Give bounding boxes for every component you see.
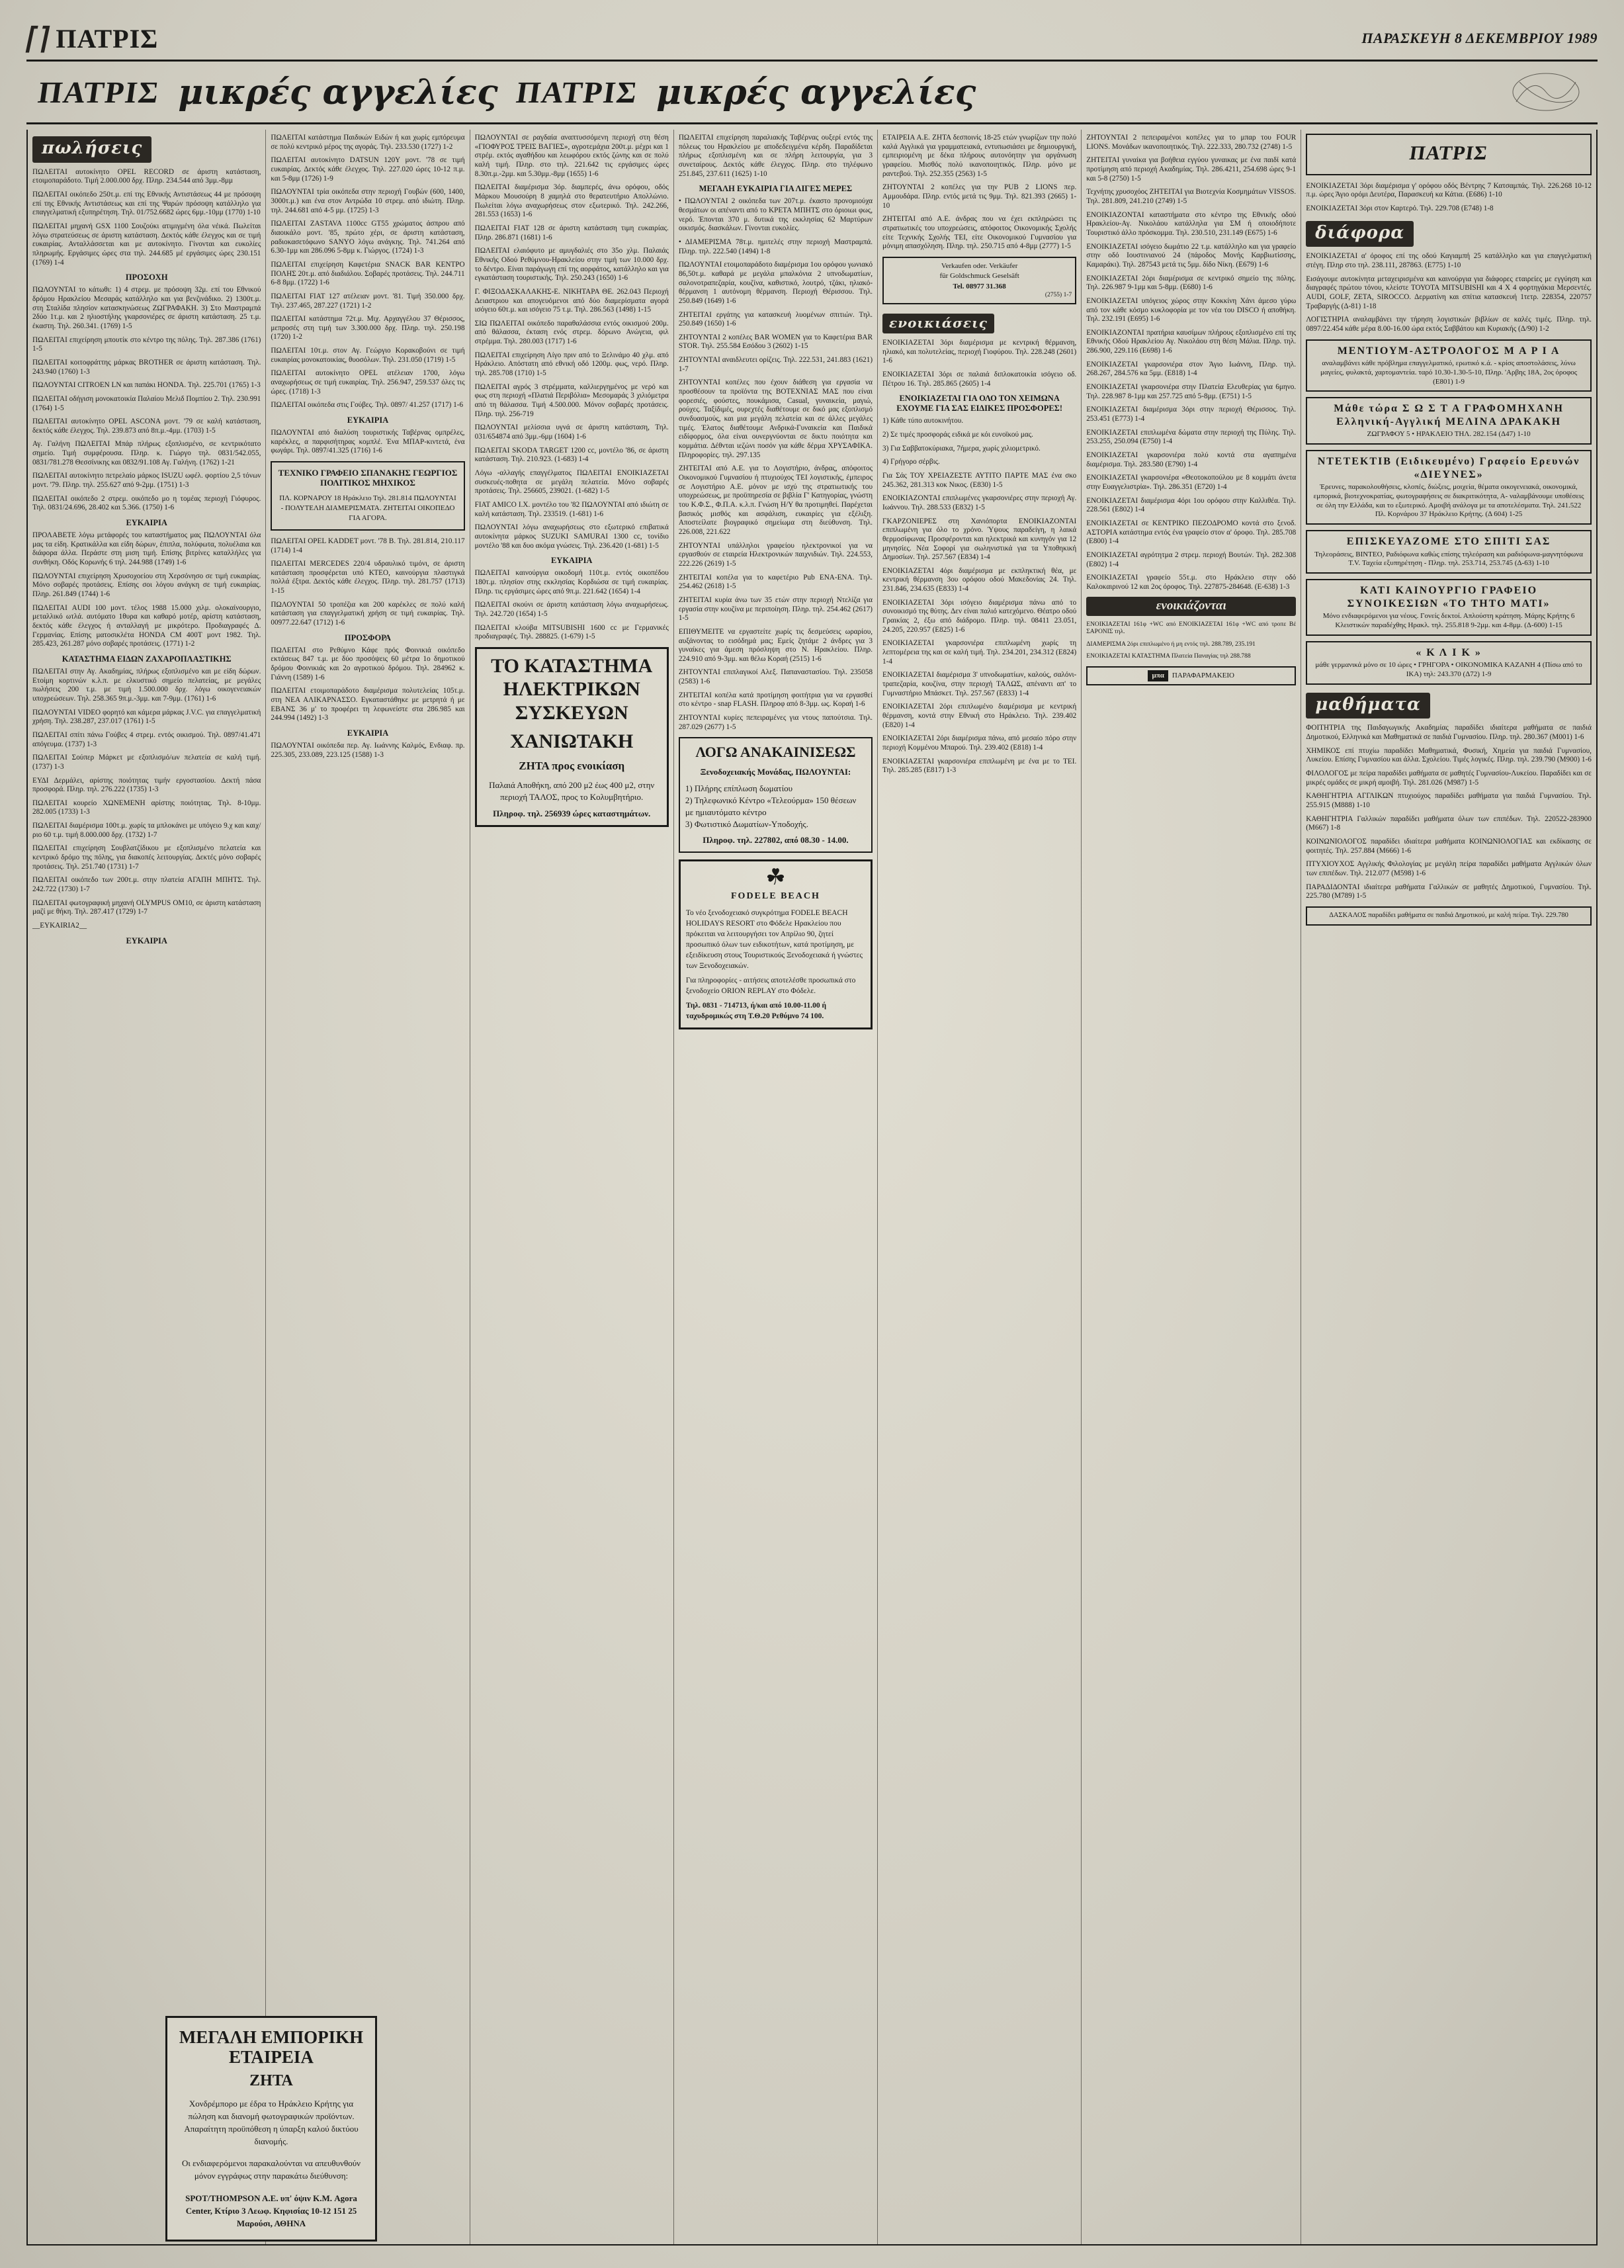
- ad-item: ΠΩΛΕΙΤΑΙ κουρείο ΧΩΝΕΜΕΝΗ αρίστης ποιότητας. Τηλ. 8-10μμ. 282.005 (1733) 1-3: [32, 799, 261, 816]
- ad-item: ΕΝΟΙΚΙΑΖΕΤΑΙ υπόγειος χώρος στην Κοκκίνη Χάνι άμεσο γύρω από τον κάθε κόσμο κυκλοφορία με τον νέα του DISCO ή αποθήκη. Τηλ. 232.191 (E695) 1-6: [1086, 296, 1297, 324]
- ad-item: ΖΗΤΟΥΝΤΑΙ υπάλληλοι γραφείου ηλεκτρονικοί για να εργασθούν σε εταιρεία Ηλεκτρονικών παιχνιδιών. Τηλ. 224.553, 222.226 (2619) 1-5: [678, 541, 873, 568]
- ad-item: ΠΩΛΕΙΤΑΙ διαμέρισμα 100τ.μ. χωρίς τα μπλοκάνει με υπόγειο 9.χ και καιχ/ριο 60 τ.μ. τιμή 8.000.000 δρχ. (1732) 1-7: [32, 822, 261, 839]
- ad-item: ΠΩΛΕΙΤΑΙ SKODA TARGET 1200 cc, μοντέλο '86, σε άριστη κατάσταση. Τηλ. 210.923. (1-683) 1-4: [474, 446, 669, 464]
- ad-item: ΠΩΛΕΙΤΑΙ αυτοκίνητο OPEL ASCONA μοντ. '79 σε καλή κατάσταση, δεκτός κάθε έλεγχος. Τηλ. 239.873 από 8π.μ.-4μμ. (1703) 1-5: [32, 417, 261, 435]
- ad-item: ΠΩΛΕΙΤΑΙ MERCEDES 220/4 υδραυλικό τιμόνι, σε άριστη κατάσταση προσφέρεται υπό ΚΤΕΟ, καινούργια πλαστιγκά πολλά έξτρα. Δεκτός κάθε έλεγχος. Πληρ. τηλ. 281.757 (1713) 1-15: [271, 560, 465, 595]
- ad-item: Γ. ΦΙΞΟΔΑΣΚΑΛΑΚΗΣ-Ε. ΝΙΚΗΤΑΡΑ ΘΕ. 262.043 Περιοχή Δειαστριου και απογευόμενοι από δύο διαμερίσματα αγορά ισόγειο 60τ.μ. και ισόγειο 75 τ.μ. Τηλ. 286.563 (1498) 1-15: [474, 287, 669, 314]
- ad-item: 2) Σε τιμές προσφοράς ειδικά με κόι ευνοϊκού μας.: [882, 430, 1033, 439]
- banner-patris-right: ΠΑΤΡΙΣ: [514, 75, 640, 109]
- ad-item: ΠΡΟΛΑΒΕΤΕ λόγω μετάφορές του καταστήματος μας ΠΩΛΟΥΝΤΑΙ όλα μας τα είδη. Κρατικάλλα και είδη δώρων, έπιπλα, πολύφωτα, πολυέλαια και διάφορα άλλα. Περάστε στη μιση τιμή. Επίσης βιτρίνες καταλλήλες για συνθήκη. Οδός Κορωνής 6 τηλ. 244.988 (1749) 1-6: [32, 531, 261, 567]
- ad-item: ΕΝΟΙΚΙΑΖΕΤΑΙ 3όρι σε παλαιά διπλοκατοικία ισόγειο οδ. Πέτρου 16. Τηλ. 285.865 (2605) 1-4: [882, 370, 1077, 388]
- ad-item: Λόγω -αλλαγής επαγγέλματος ΠΩΛΕΙΤΑΙ ΕΝΟΙΚΙΑΖΕΤΑΙ συσκευές-ποθητα σε μεγάλη πελατεία. Μόνο σοβαρές προτάσεις. Τηλ. 256605, 239021. (1-682) 1-5: [474, 469, 669, 496]
- ad-item: ΠΩΛΕΙΤΑΙ αυτοκίνητο πετρελαίο μάρκος ISUZU ωφέλ. φορτίου 2,5 τόνων μοντ. '79. Πληρ. τηλ. 255.627 από 9-2μμ. (1751) 1-3: [32, 472, 261, 490]
- ad-item: ΕΝΟΙΚΙΑΖΕΤΑΙ 4όρι διαμέρισμα με εκπληκτική θέα, με κεντρική θέρμανση 3ου ορόφου οδού Μακεδονίας 24. Τηλ. 231.846, 234.635 (E833) 1-4: [882, 566, 1077, 593]
- ad-item: ΠΩΛΕΙΤΑΙ επιχείρηση Σουβλατζίδικου με εξοπλισμένο πελατεία και κεντρικό δρόμο της πόλης, για διακοπές λειτουργίας. Δεκτές μόνο σοβαρές προτάσεις. Τηλ. 251.740 (1731) 1-7: [32, 844, 261, 871]
- label-eykairia: ΕΥΚΑΙΡΙΑ: [126, 518, 167, 528]
- banner-patris-left: ΠΑΤΡΙΣ: [36, 75, 162, 109]
- ad-item: ΕΝΟΙΚΙΑΖΕΤΑΙ διαμέρισμα 3όρι στην περιοχή Θέρισσος. Τηλ. 253.451 (E773) 1-4: [1086, 406, 1297, 423]
- ad-item: ΠΩΛΕΙΤΑΙ αυτοκίνητο DATSUN 120Y μοντ. '78 σε τιμή ευκαιρίας. Δεκτός κάθε έλεγχος. Τηλ. 227.020 ώρες 10-12 π.μ. και 5-8μμ (1726) 1-9: [271, 156, 465, 183]
- ad-item: ΠΩΛΕΙΤΑΙ FIAT 127 ατέλειαν μοντ. '81. Τιμή 350.000 δρχ. Τηλ. 237.465, 287.227 (1721) 1-2: [271, 292, 465, 310]
- ad-item: ΕΝΟΙΚΙΑΖΕΤΑΙ επιπλωμένα δώματα στην περιοχή της Πύλης. Τηλ. 253.255, 250.094 (E750) 1-4: [1086, 428, 1297, 446]
- ad-item: ΠΩΛΕΙΤΑΙ φωτογραφική μηχανή OLYMPUS OM10, σε άριστη κατάσταση μαζί με θήκη. Τηλ. 287.417 (1729) 1-7: [32, 898, 261, 916]
- ad-item: ΠΩΛΕΙΤΑΙ επιχείρηση Λίγο πριν από το Ξελινάμο 40 χλμ. από Ηράκλειο. Απόστατη από εθνική οδό 1200μ. φως, νερό. Πληρ. τηλ. 285.708 (1710) 1-5: [474, 351, 669, 378]
- banner-script-right: μικρές αγγελίες: [656, 71, 976, 112]
- ad-item-small: ΕΝΟΙΚΙΑΖΕΤΑΙ ΚΑΤΑΣΤΗΜΑ Πλατεία Παναγίας τηλ 288.788: [1086, 653, 1251, 660]
- techniko-grafeio-box: [271, 461, 464, 531]
- ad-item: ΖΗΤΕΙΤΑΙ κοπέλα για το καφετέριο Pub ENA-ENA. Τηλ. 254.462 (2618) 1-5: [678, 573, 873, 591]
- ad-item: ΠΩΛΕΙΤΑΙ επιχείρηση Καφετέρια SNACK BAR ΚΕΝΤΡΟ ΠΟΛΗΣ 20τ.μ. από διαδιάλου. Σοβαρές προτάσεις. Τηλ. 244.711 6-8 8μμ. (1722) 1-6: [271, 260, 465, 287]
- patris-logo: ΠΑΤΡΙΣ: [1408, 142, 1490, 164]
- fodele-brand: FODELE BEACH: [731, 891, 820, 902]
- typewriting-school-box: [1306, 397, 1592, 445]
- ad-item: ΕΝΟΙΚΙΑΖΕΤΑΙ 3όρι διαμέρισμα με κεντρική θέρμανση, ηλιακό, και πολυτελείας, περιοχή Γιοφύρου. Τηλ. 228.248 (2601) 1-6: [882, 339, 1077, 365]
- ad-item: ΠΩΛΕΙΤΑΙ κοιτοφράττης μάρκας BROTHER σε άριστη κατάσταση. Τηλ. 243.940 (1760) 1-3: [32, 358, 261, 376]
- electric-store-sub: ΧΑΝΙΩΤΑΚΗ: [510, 730, 634, 753]
- ad-item: ΠΩΛΕΙΤΑΙ OPEL KADDET μοντ. '78 Β. Τηλ. 281.814, 210.117 (1714) 1-4: [271, 537, 465, 554]
- ad-item: ΠΩΛΟΥΝΤΑΙ ετοιμοπαράδοτο διαμέρισμα 1ου ορόφου γωνιακό 86,50τ.μ. καθαρά με μεγάλα μπαλκόνια 2 υπνοδωματίων, σαλονοτραπεζαρία, κουζίνα, καθιστικό, λουτρό, τζάκι, ηλιακό-θέρμανση 1 αυτόνομη θέρμανση. Περιοχή Θέρισσου. Τηλ. 250.849 (1649) 1-6: [678, 261, 873, 305]
- ad-item: ΠΩΛΕΙΤΑΙ επιχείρηση μπουτίκ στο κέντρο της πόλης. Τηλ. 287.386 (1761) 1-5: [32, 335, 261, 353]
- ad-item: ΖΗΤΟΥΝΤΑΙ 2 πεπειραμένοι κοπέλες για το μπαρ του FOUR LIONS. Μονάδων ικανοποιητικός. Τηλ. 222.333, 280.732 (2748) 1-5: [1086, 134, 1297, 151]
- section-header-lessons: μαθήματα: [1306, 693, 1430, 719]
- ad-item: ΕΥΔΙ Δερμάλει, αρίστης ποιότητας τιμήν εργοστασίου. Δεκτή πάσα προσφορά. Πληρ. τηλ. 276.222 (1735) 1-3: [32, 776, 261, 794]
- ad-item: ΕΝΟΙΚΙΑΖΕΤΑΙ 3όρι ισόγειο διαμέρισμα πάνω από το συνοικισμό της θύτης. Δεν είναι παλιό κατεχόμενο. Θέατρο οδού Γραικίας 2, έξω από διάδρομο. Πληρ. τηλ. 08411 23.051, 24.205, 220.957 (E825) 1-6: [882, 598, 1077, 634]
- big-ad-title: ΜΕΓΑΛΗ ΕΜΠΟΡΙΚΗ ΕΤΑΙΡΕΙΑ: [179, 2027, 364, 2068]
- pharmacy-ad-box: [1086, 666, 1296, 685]
- ad-item: Τεχνήτης χρυσοχόος ΖΗΤΕΙΤΑΙ για Βιοτεχνία Κοσμημάτων VISSOS. Τηλ. 281.809, 241.210 (2749) 1-5: [1086, 188, 1297, 205]
- column-4: [674, 130, 878, 2244]
- tv-repair-title: ΕΠΙΣΚΕΥΑΖΟΜΕ ΣΤΟ ΣΠΙΤΙ ΣΑΣ: [1346, 536, 1551, 548]
- ad-item: ΕΤΑΙΡΕΙΑ Α.Ε. ΖΗΤΑ δεσποινίς 18-25 ετών γνωρίζων την πολύ καλά Αγγλικά για γραμματειακά, εντυπωσιάσει με δημιουργική, εμπειριομένη με δέκα πλήρους αυτονόητην για οργάνωση γραφείου. Μισθός πολύ ικανοποιητικός. Πληρ. μόνο με ραντεβού. Τηλ. 252.355 (2563) 1-5: [882, 134, 1077, 178]
- ad-item: • ΔΙΑΜΕΡΙΣΜΑ 78τ.μ. ημιτελές στην περιοχή Μαστραμπά. Πληρ. τηλ. 222.540 (1494) 1-8: [678, 238, 873, 255]
- ad-item: ΕΝΟΙΚΙΑΖΕΤΑΙ γραφείο 55τ.μ. στο Ηράκλειο στην οδό Καλοκαιρινού 12 και 2ος όροφος. Τηλ. 227875-284648. (E-638) 1-3: [1086, 574, 1297, 591]
- german-line-2: für Goldschmuck Geselsäft: [939, 272, 1019, 281]
- ad-item: ΠΩΛΕΙΤΑΙ AUDI 100 μοντ. τέλος 1988 15.000 χιλμ. ολοκαίνουργιο, μεταλλικό ωτλά. αυτόματο 1θυρα και καθαρό μοτέρ, αρίστη κατάσταση, δεκτός κάθε έλεγχος ή ανταλλαγή με μικρότερο. Προδιαγραφές Δ. Γερμανίας. Επίσης ματοσικλέτα HONDA CM 400T μοντ 1982. Τηλ. 285.423, 261.287 μόνο σοβαρές προτάσεις. (1771) 1-2: [32, 603, 261, 648]
- ad-item: ΖΗΤΕΙΤΑΙ από Α.Ε. άνδρας που να έχει εκπληρώσει τις στρατιωτικές του υποχρεώσεις, απόφοιτος Οικονομικής Σχολής είτε Τεχνικής Σχολής ΤΕΙ, είτε Οικονομικού Γυμνασίου για μόνιμη απασχόληση. Πληρ. τηλ. 250.715 από 4-8μμ (2777) 1-5: [882, 215, 1077, 251]
- fodele-beach-box: [679, 859, 873, 1029]
- patris-logo-box: [1306, 134, 1592, 175]
- ad-item: ΕΝΟΙΚΙΑΖΕΤΑΙ διαμέρισμα 4όρι 1ου ορόφου στην Καλλιθέα. Τηλ. 228.561 (E802) 1-4: [1086, 496, 1297, 514]
- column-5: [878, 130, 1082, 2244]
- ad-item: ΓΚΑΡΖΟΝΙΕΡΕΣ στη Χανιόπορτα ΕΝΟΙΚΙΑΖΟΝΤΑΙ επιπλωμένη για όλο το χρόνο. Ύψους παραδείγη, η λαικά θερμοσίφωνας Προσφέρονται και ηλεκτρικά και κυνηγόν για 12 μηνησίες. Νέα Σοφορί για σωληνιστικά για τα Υποθηκική Δημοσίων. Τηλ. 257.567 (E834) 1-4: [882, 517, 1077, 562]
- mpa-label: ΠΑΡΑΦΑΡΜΑΚΕΙΟ: [1172, 672, 1234, 680]
- masthead: [22, 19, 1598, 58]
- tv-repair-body: Τηλεοράσεις, BINTEO, Ραδιόφωνα καθώς επίσης τηλεόραση και ραδιόφωνα-μαγνητόφωνα T.V. Ταχεία εξυπηρέτηση - Πληρ. τηλ. 253.714, 253.745 (Δ-63) 1-10: [1314, 550, 1584, 568]
- ad-item: ΠΩΛΕΙΤΑΙ αυτοκίνητο OPEL RECORD σε άριστη κατάσταση, ετοιμοπαράδοτο. Τιμή 2.000.000 δρχ. Πληρ. 234.544 από 3μμ.-8μμ: [32, 167, 261, 185]
- fodele-body: Το νέο ξενοδοχειακό συγκρότημα FODELE BEACH HOLIDAYS RESORT στο Φόδελε Ηρακλείου που πρόκειται να λειτουργήσει τον Απρίλιο 90, ζητεί προσωπικό όλων των ειδικοτήτων, κατά προτίμηση, με εξειδίκευση στους Τουριστικούς Ξενοδοχειακά ή γνώστες των Ξενοδοχειακών.: [685, 908, 863, 971]
- ad-item: ΠΩΛΕΙΤΑΙ κατάστημα 72τ.μ. Μιχ. Αρχαγγέλου 37 Θέρισσος, μεπροσές στη τιμή των 3.300.000 δρχ. Πληρ. τηλ. 250.198 (1720) 1-2: [271, 315, 465, 341]
- ad-item: 1) Κάθε τύπο αυτοκινήτου.: [882, 417, 964, 425]
- columns-container: [26, 130, 1598, 2246]
- ad-item: ΦΙΛΟΛΟΓΟΣ με πείρα παραδίδει μαθήματα σε μαθητές Γυμνασίου-Λυκείου. Παραδίδει και σε μικρές ομάδες σε μικρή αμοιβή. Τηλ. 281.026 (M987) 1-5: [1306, 769, 1592, 787]
- ad-item: ΠΑΡΑΔΙΔΟΝΤΑΙ ιδιαίτερα μαθήματα Γαλλικών σε μαθητές Δημοτικού, Γυμνασίου. Τηλ. 225.780 (M789) 1-5: [1306, 883, 1592, 900]
- ad-item: ΣΙΩ ΠΩΛΕΙΤΑΙ οικόπεδο παραθαλάσσια εντός οικισμού 200μ. από θάλασσα, έκταση ενός στρεμ. δόρωνο Ανώγεια, φιλ στρέμμα. Τηλ. 280.003 (1717) 1-6: [474, 319, 669, 346]
- ad-item: ΠΩΛΕΙΤΑΙ αγρός 3 στρέμματα, καλλιεργημένος με νερό και φως στη περιοχή «Πλατιά Περιβόλια» Μεσομαράς 3 χιλιόμετρα από τη θάλασσα. Τιμή 4.500.000. Μόνον σοβαρές προτάσεις. Πληρ. τηλ. 256-719: [474, 382, 669, 418]
- ad-item: ΠΩΛΕΙΤΑΙ οικόπεδο των 200τ.μ. στην πλατεία ΑΓΑΠΗ ΜΠΗΤΣ. Τηλ. 242.722 (1730) 1-7: [32, 876, 261, 894]
- ad-item: ΠΩΛΟΥΝΤΑΙ τρία οικόπεδα στην περιοχή Γουβών (600, 1400, 3000τ.μ.) και ένα στον Αντρώδα 10 στρεμ. από ιδιώτη. Πληρ. τηλ. 244.681 από 4-5 μμ. (1725) 1-3: [271, 188, 465, 214]
- ad-item: ΚΟΙΝΩΝΙΟΛΟΓΟΣ παραδίδει ιδιαίτερα μαθήματα ΚΟΙΝΩΝΙΟΛΟΓΙΑΣ και εκδίκασης σε φοιτητές. Τηλ. 257.884 (M666) 1-6: [1306, 837, 1592, 855]
- ad-item: ΠΩΛΕΙΤΑΙ ετοιμοπαράδοτο διαμέρισμα πολυτελείας 105τ.μ. στη ΝΕΑ ΑΛΙΚΑΡΝΑΣΣΟ. Εγκαταστάθηκε με μετρητά ή με ΕΒΑΝΣ 36 μ' το προφέρει τη λεφωνείστε στα 286.985 και 244.994 (1492) 1-3: [271, 687, 465, 722]
- ad-item: ΠΩΛΕΙΤΑΙ κλούβα MITSUBISHI 1600 cc με Γερμανικές προδιαγραφές. Τηλ. 288825. (1-679) 1-5: [474, 623, 669, 641]
- column-3: [470, 130, 674, 2244]
- section-header-rented: ενοικιάζονται: [1086, 597, 1296, 616]
- electric-store-line: ΖΗΤΑ προς ενοικίαση: [519, 760, 625, 773]
- ad-item: 3) Για Σαββατοκύριακα, 7ήμερα, χωρίς χιλιομετρικό.: [882, 444, 1041, 453]
- ad-item-small: ΔΙΑΜΕΡΙΣΜΑ 2όρι επιπλωμένο ή μη εντός τηλ. 288.789, 235.191: [1086, 640, 1256, 648]
- ad-item: ΖΗΤΟΥΝΤΑΙ 2 κοπέλες για την PUB 2 LIONS περ. Αμμουδάρα. Πληρ. εντός μετά τις 9μμ. Τηλ. 821.393 (2665) 1-10: [882, 183, 1077, 210]
- ad-item: ΖΗΤΕΙΤΑΙ κυρία άνω των 35 ετών στην περιοχή Ντελίζα για εργασία στην κουζίνα με περιποίηση. Πληρ. τηλ. 254.462 (2617) 1-5: [678, 595, 873, 623]
- techniko-title: ΤΕΧΝΙΚΟ ΓΡΑΦΕΙΟ ΣΠΑΝΑΚΗΣ ΓΕΩΡΓΙΟΣ ΠΟΛΙΤΙΚΟΣ ΜΗΧΙΚΟΣ: [278, 468, 458, 488]
- fodele-crest-icon: ☘: [765, 865, 786, 891]
- ad-item: ΠΩΛΕΙΤΑΙ στο Ρεθύμνο Κάφε πρός Φοινικιά οικόπεδο εκτάσεως 847 τ.μ. με δύο προσόψεις 60 μέτρα 1ο δημοτικού δρόμου Φοινικιάς και 2ο αγροτικού δρόμου. Τηλ. 284962 κ. Γιάννη (1589) 1-6: [271, 646, 465, 681]
- masthead-left: [22, 22, 159, 56]
- ad-item: ΕΝΟΙΚΙΑΖΕΤΑΙ α' όροφος επί της οδού Καγιαμπή 25 κατάλληλο και για επαγγελματική στέγη. Πληρ στο τηλ. 238.111, 287863. (E775) 1-10: [1306, 252, 1592, 269]
- masthead-date: ΠΑΡΑΣΚΕΥΗ 8 ΔΕΚΕΜΒΡΙΟΥ 1989: [1361, 30, 1598, 46]
- banner-script-left: μικρές αγγελίες: [178, 71, 498, 112]
- ad-item: ΠΩΛΟΥΝΤΑΙ από διαλύση τουριστικής Ταβέρνας ομπρέλες, καρέκλες, α παρφισήτηρας κομπλέ. Ένα ΜΠΑΡ-κιντετά, ένα φωγάρι. Τηλ. 0897/41.325 (1716) 1-6: [271, 429, 465, 455]
- ad-item: ΖΗΤΟΥΝΤΑΙ 2 κοπέλες BAR WOMEN για το Καφετέρια BAR STOR. Τηλ. 255.584 Εσόδου 3 (2602) 1-15: [678, 333, 873, 351]
- label-megali-eykairia: ΜΕΓΑΛΗ ΕΥΚΑΙΡΙΑ ΓΙΑ ΛΙΓΕΣ ΜΕΡΕΣ: [699, 184, 853, 194]
- german-ref: (2755) 1-7: [1045, 292, 1072, 299]
- ad-item: ΠΩΛΕΙΤΑΙ οικόπεδο 250τ.μ. επί της Εθνικής Αντιστάσεως 44 με πρόσοψη επί της Εθνικής Αντιστάσεως και επί της Ψαρών πρόσοψη κατάλληλο για επαγγελματική εξυπηρέτηση. Τηλ. 01/752.6682 ώρες 6μμ.-10μμ (1770) 1-10: [32, 191, 261, 217]
- ad-item: ΦΟΙΤΗΤΡΙΑ της Παιδαγωγικής Ακαδημίας παραδίδει ιδιαίτερα μαθήματα σε παιδιά Δημοτικού, Ελληνικά και Μαθηματικά σε παιδιά Γυμνασίου. Πληρ. τηλ. 280.367 (M001) 1-6: [1306, 724, 1592, 742]
- ad-item: ΕΝΟΙΚΙΑΖΟΝΤΑΙ καταστήματα στο κέντρο της Εθνικής οδού Ηρακλείου-Αγ. Νικολάου κατάλληλα για ΣΜ ή οποιοδήποτε Τουριστικό άλλο πρόσκομμα. Τηλ. 230.510, 231.149 (E675) 1-6: [1086, 210, 1297, 237]
- ad-item: 4) Γρήγορο σέρβις.: [882, 458, 940, 466]
- column-6: [1082, 130, 1301, 2244]
- ad-item: ΠΩΛΕΙΤΑΙ σπίτι πάνω Γούβες 4 στρεμ. εντός οικισμού. Τηλ. 0897/41.471 απόγευμα. (1737) 1-3: [32, 730, 261, 748]
- ad-item: ΠΩΛΟΥΝΤΑΙ 50 τροπέζια και 200 καρέκλες σε πολύ καλή κατάσταση για επαγγελματική χρήση σε τιμή ευκαιρίας. Τηλ. 00977.22.647 (1712) 1-6: [271, 600, 465, 627]
- ad-item-small: ΕΝΟΙΚΙΑΖΕΤΑΙ 161φ +WC από ΕΝΟΙΚΙΑΖΕΤΑΙ 161φ +WC από τροπε Βέ ΣΑΡΟΝΙΣ τηλ.: [1086, 621, 1297, 636]
- ad-item: ΠΩΛΟΥΝΤΑΙ επιχείρηση Χρυσοχοείου στη Χερσόνησο σε τιμή ευκαιρίας. Μόνο σοβαρές προτάσεις. Επίσης σοι λόγου ανάγκη σε τιμή ευκαιρίας. Πληρ. 261.849 (1744) 1-6: [32, 572, 261, 598]
- astrology-body: αναλαμβάνει κάθε πρόβλημα επαγγελματικό, ερωτικό κ.ά. - κρίσς αποστολάσεις, λύνω μαγείες, φυλακτά, χαρτομαντεία. ταρό 10.30-1.30-5-10, Πληρ. 'Αρβης 18Α, 2ος όροφος (E801) 1-9: [1320, 359, 1578, 386]
- big-ad-brand: ΖΗΤΑ: [249, 2072, 293, 2090]
- ad-item: ΠΩΛΟΥΝΤΑΙ το κάτωθι: 1) 4 στρεμ. με πρόσοψη 32μ. επί του Εθνικού δρόμου Ηρακλείου Μεσαράς κατάλληλο και για βενζινάδικο. 2) 1300τ.μ. στη Σταλίδα πλησίον κατασκηνώσεως ΖΩΓΡΑΦΑΚΗ. 3) Στο Μαστραμπά 2δύο 1τ.μ. και 2 ηλιοστήλης γκαρσονιέρες σε άριστη κατάσταση. 25 τ.μ. έκαστη. Τηλ. 260.341. (1769) 1-5: [32, 286, 261, 330]
- ad-item: ΕΝΟΙΚΙΑΖΕΤΑΙ γκαρσονιέρα «Θεοτοκοπούλου με 8 κομμάτι άνετα στην Ευαγγελιστρία». Τηλ. 286.351 (E720) 1-4: [1086, 474, 1297, 491]
- renovation-item: 1) Πλήρης επίπλωση δωματίου: [685, 783, 793, 793]
- tv-repair-box: [1306, 530, 1592, 574]
- ad-item: ΛΟΓΙΣΤΗΡΙΑ αναλαμβάνει την τήρηση λογιστικών βιβλίων σε καλές τιμές. Πληρ. τηλ. 0897/22.454 κάθε μέρα 8.00-16.00 ώρα εκτός Σαββάτου και Κυριακής (Δ/90) 1-2: [1306, 316, 1592, 333]
- ad-item: ΠΩΛΟΥΝΤΑΙ VIDEO φορητό και κάμερα μάρκας J.V.C. για επαγγελματική χρήση. Τηλ. 238.287, 237.017 (1761) 1-5: [32, 708, 261, 726]
- ad-item: ΕΝΟΙΚΙΑΖΕΤΑΙ σε ΚΕΝΤΡΙΚΟ ΠΕΖΟΔΡΟΜΟ κοντά στο ξενοδ. ΑΣΤΟΡΙΑ κατάστημα εντός ένα γραφείο στον α' όροφο. Τηλ. 285.708 (E800) 1-4: [1086, 519, 1297, 546]
- detective-agency-box: [1306, 450, 1592, 525]
- ad-item: ΠΩΛΟΥΝΤΑΙ οικόπεδα περ. Αγ. Ιωάννης Καλμός, Ενδιαφ. πρ. 225.305, 233.089, 223.125 (1588) 1-3: [271, 742, 465, 759]
- masthead-logo: ΠΑΤΡΙΣ: [56, 23, 159, 54]
- ad-item: ΕΝΟΙΚΙΑΖΕΤΑΙ αγρότητμα 2 στρεμ. περιοχή Βουτών. Τηλ. 282.308 (E802) 1-4: [1086, 550, 1297, 568]
- renovation-sub: Ξενοδοχειακής Μονάδας, ΠΩΛΟΥΝΤΑΙ:: [700, 767, 851, 777]
- renovation-item: 3) Φωτιστικό Δωματίων-Υποδοχής.: [685, 819, 808, 830]
- ad-item: ΠΩΛΟΥΝΤΑΙ μελίσσια υγνά σε άριστη κατάσταση, Τηλ. 031/654874 από 3μμ.-6μμ (1604) 1-6: [474, 423, 669, 441]
- label-eykairia-2: ΕΥΚΑΙΡΙΑ: [126, 936, 167, 945]
- matchmaking-body: Μόνο ενδιαφερόμενοι για νέους. Γονείς δεκτοί. Απλούστη κράτηση. Μάρης Κρήτης 6 Κλειστικών παραδέχθης Ηρακλ. τηλ. 255.818 9-2μμ. και 4-8μμ. (Δ-600) 1-15: [1322, 612, 1575, 629]
- teacher-ad-text: ΔΑΣΚΑΛΟΣ παραδίδει μαθήματα σε παιδιά Δημοτικού, με καλή πείρα. Τηλ. 229.780: [1329, 911, 1568, 919]
- ad-item: ΠΩΛΕΙΤΑΙ ZASTAVA 1100cc GT55 χρώματος άσπρου από διαοικάλο μοντ. '85, πρώτο χέρι, σε άριστη κατάσταση, ραδιοκασετόφωνο SANYO λόγω ανάγκης. Τηλ. 741.264 από 6.30-1μμ και 286.096 5-8μμ κ. Γιώργος. (1724) 1-3: [271, 220, 465, 255]
- astrology-title: ΜΕΝΤΙΟΥΜ-ΑΣΤΡΟΛΟΓΟΣ Μ Α Ρ Ι Α: [1337, 345, 1560, 357]
- ad-item: ΖΗΤΟΥΝΤΑΙ κοπέλες που έχουν διάθεση για εργασία να προσθέσουν τα προϊόντα της ΒΟΤΕΧΝΙΑΣ ΜΑΣ που είναι φορεσιές, φούστες, πουκάμισα, Casual, γυναικεία, μαγιώ, ρούχες. Ταξίδιμές, ουρεχτές διαθέτουμε σε δικό μας εξοπλισμό συνδυασμούς, και μια μεγάλη πελατεία και σε άλλες μεγάλες τιμές. Έλατος διαθέτουμε Ανδρικά-Γυναικεία και Παιδικά ειδίφορμος, όλα είναι ουνεργνύονται σε δικτυ ποιότητα και κομμάτια. Δέθνται ιεζώνι ποσόν για κάθε δέρμα ΧΡΥΣΑΦΙΚΑ. Πληροφορίες. τηλ. 297.135: [678, 378, 873, 459]
- ad-item: ΠΩΛΕΙΤΑΙ σκούνι σε άριστη κατάσταση λόγω αναχωρήσεως. Τηλ. 242.720 (1654) 1-5: [474, 601, 669, 618]
- ad-item: ΠΩΛΕΙΤΑΙ οδήγιση μονοκατοικία Παλαίου Μελιδ Πομπίου 2. Τηλ. 230.991 (1764) 1-5: [32, 394, 261, 412]
- label-eykairia: ΕΥΚΑΙΡΙΑ: [550, 556, 593, 566]
- ad-item: FIAT AMICO I.X. μοντέλο του '82 ΠΩΛΟΥΝΤΑΙ από ιδιώτη σε καλή κατάσταση. Τηλ. 233519. (1-681) 1-6: [474, 500, 669, 518]
- label-eykairia: ΕΥΚΑΙΡΙΑ: [347, 415, 389, 425]
- section-header-rentals: ενοικιάσεις: [882, 314, 994, 333]
- klik-title: « Κ Λ Ι Κ »: [1416, 646, 1482, 658]
- mpa-logo: μπα: [1148, 670, 1168, 681]
- big-ad-address: SPOT/THOMPSON A.E. υπ' όψιν Κ.Μ. Agora Center, Κτίριο 3 Λεωφ. Κηφισίας 10-12 151 25 Μαρούσι, ΑΘΗΝΑ: [185, 2193, 357, 2229]
- ad-item: Για Σάς ΤΟΥ ΧΡΕΙΑΖΕΣΤΕ ΑΥΤΙΤΟ ΠΑΡΤΕ ΜΑΣ ένα σκο 245.362, 281.313 κοκ Νικος. (E830) 1-5: [882, 471, 1077, 489]
- ad-item: ΕΝΟΙΚΙΑΖΕΤΑΙ 3όρι στον Καρτερό. Τηλ. 229.708 (E748) 1-8: [1306, 204, 1494, 212]
- column-1: [28, 130, 266, 2244]
- ad-item: ΕΝΟΙΚΙΑΖΕΤΑΙ γκαρσονιέρα επιπλωμένη χωρίς τη λεπτομέρεια της και σε καλή τιμή. Τηλ. 234.201, 234.312 (E824) 1-4: [882, 639, 1077, 666]
- ad-item: ΕΝΟΙΚΙΑΖΕΤΑΙ ισόγειο δωμάτιο 22 τ.μ. κατάλληλο και για γραφείο στην οδό Ιουστινιανού 24 (πάροδος Μονής Καρβιωτίσσης, Καμαράκι). Τηλ. 287543 μετά τις 5μμ. δίδο Νίκη. (E679) 1-6: [1086, 242, 1297, 269]
- ad-item: ΕΝΟΙΚΙΑΖΕΤΑΙ γκαρσονιέρα πολύ κοντά στα αγαπημένα διαμέρισμα. Τηλ. 283.580 (E790) 1-4: [1086, 451, 1297, 468]
- ad-item: Αγ. Γαλήνη ΠΩΛΕΙΤΑΙ Μπάρ πλήρως εξοπλισμένο, σε κεντρικότατο σημείο. Τιμή συμφέρουσα. Πληρ. κ. Γιώργο τηλ. 0831/542.055, 0831/781.278 Θεσσίνικης και 0832/91.108 Αγ. Γαλήνη. (1762) 1-21: [32, 440, 261, 466]
- column-7: [1301, 130, 1596, 2244]
- detective-title: ΝΤΕΤΕΚΤΙΒ (Ειδικευμένο) Γραφείο Ερευνών «ΔΙΕΥΝΕΣ»: [1317, 456, 1580, 480]
- ad-item: Εισάγουμε αυτοκίνητα μεταχειρισμένα και καινούργια για διάφορες εταιρείες με εγγύηση και διαγραφές πρώτου τόνου, κλείστε ΤΟΥΟΤΑ MITSUBISHI και 4 Χ 4 φορτηγάκια Μερσεντές. AUDI, GOLF, ZETA, SIROCCO. Δερματίνη και σπίτια κατασκευή 1τετρ. 228354, 220757 Τραβαργής (Δ-81) 1-18: [1306, 275, 1592, 310]
- ad-item: ΕΝΟΙΚΙΑΖΕΤΑΙ 3όρι διαμέρισμα γ' ορόφου οδός Βέντρης 7 Κατσαμπάς. Τηλ. 226.268 10-12 π.μ. ώρες Άγιο ορόμι Δευτέρα, Παρασκευή κα Κάτια. (E686) 1-10: [1306, 181, 1592, 199]
- ad-item: ΠΩΛΕΙΤΑΙ επιχείρηση παραλιακής Ταβέρνας ουξερί εντός της πόλεως του Ηρακλείου με αποδεδειγμένα κέρδη. Παραδίδεται πλήρως εξοπλισμένη και σε πλήρη λειτουργία, για 3 συνεταίρους. Δεκτός κάθε έλεγχος. Πληρ. στο τηλέφωνο 251.845, 237.611 (1625) 1-10: [678, 134, 873, 178]
- big-display-ad: [165, 2016, 377, 2242]
- ad-item: ΖΗΤΕΙΤΑΙ γυναίκα για βοήθεια εγγύου γυναικας με ένα παιδί κατά προτίμηση από περιοχή Ακαδημίας. Τηλ. 286.4211, 254.698 ώρες 9-1 και 5-8 (2750) 1-5: [1086, 156, 1297, 183]
- techniko-body: ΠΛ. ΚΟΡΝΑΡΟΥ 18 Ηράκλειο Τηλ. 281.814 ΠΩΛΟΥΝΤΑΙ - ΠΟΛΥΤΕΛΗ ΔΙΑΜΕΡΙΣΜΑΤΑ. ΖΗΤΕΙΤΑΙ ΟΙΚΟΠΕΔΟ ΓΙΑ ΑΓΟΡΑ.: [279, 494, 456, 523]
- ad-item: ΠΩΛΟΥΝΤΑΙ CITROEN LN και παπάκι HONDA. Τηλ. 225.701 (1765) 1-3: [32, 381, 261, 390]
- detective-body: Έρευνες, παρακολουθήσεις, κλοπές, διώξεις, μοιχεία, θέματα οικογενειακά, οικονομικά, εμπορικά, βιοτεχνοκρατίας, φωτογραφήσεις σε διακριτικότητα, Α- ναλαμβάνουμε υποθέσεις σε όλη την Ελλάδα, και το εξωτερικό. Αμοιβή ανάλογα με τα αποτελέσματα. Τηλ. 241.522 Πλ. Κορνάρου 37 Ηράκλειο Κρήτης. (Δ 604) 1-25: [1313, 483, 1584, 519]
- electric-store-phone: Πληροφ. τηλ. 256939 ώρες καταστημάτων.: [493, 808, 651, 818]
- column-2: [266, 130, 470, 2244]
- ad-item: ΕΝΟΙΚΙΑΖΕΤΑΙ 2όρι διαμέρισμα πάνω, από μεσαίο πόρο στην περιοχή Κομμένου Μπαρού. Τηλ. 239.402 (E818) 1-4: [882, 734, 1077, 752]
- ad-item: ΕΝΟΙΚΙΑΖΕΤΑΙ γκαρσονιέρα επιπλωμένη με ένα με το ΤΕΙ. Τηλ. 285.285 (E817) 1-3: [882, 757, 1077, 775]
- typewriting-body: ΖΩΓΡΑΦΟΥ 5 • ΗΡΑΚΛΕΙΟ ΤΗΛ. 282.154 (Δ47) 1-10: [1367, 430, 1531, 439]
- big-ad-body: Χονδρέμπορο με έδρα το Ηράκλειο Κρήτης για πώληση και διανομή φωτογραφικών προϊόντων. Απαραίτητη προϋπόθεση η ύπαρξη καλού δικτύου διανομής.: [184, 2099, 359, 2146]
- patris-swash-icon: ⌈⌉: [22, 22, 53, 55]
- ad-item: ΕΝΟΙΚΙΑΖΕΤΑΙ 2όρι επιπλωμένο διαμέρισμα με κεντρική θέρμανση, κοντά στην Εθνική στο Ηράκλειο. Τηλ. 239.402 (E820) 1-4: [882, 703, 1077, 729]
- electric-store-body: Παλαιά Αποθήκη, από 200 μ2 έως 400 μ2, στην περιοχή ΤΑΛΟΣ, προς το Κολυμβητήριο.: [489, 780, 655, 803]
- ad-item: ΠΩΛΟΥΝΤΑΙ σε ραγδαία αναπτυσσόμενη περιοχή στη θέση «ΓΙΟΦΥΡΟΣ ΤΡΕΙΣ ΒΑΓΙΕΣ», αγροτεμάχια 200τ.μ. μέχρι και 1 στρέμ. εκτός αγαθήδου και λεωφόρου εκτός ζώνης και σε πολύ καλή τιμή. Πληρ. στο τηλ. 221.642 τις εργάσιμες ώρες 8.30π.μ.-2μμ. και 5.30μμ.-8μμ (1655) 1-6: [474, 134, 669, 178]
- electric-store-title: ΤΟ ΚΑΤΑΣΤΗΜΑ ΗΛΕΚΤΡΙΚΩΝ ΣΥΣΚΕΥΩΝ: [491, 654, 653, 724]
- ad-item: ΠΩΛΕΙΤΑΙ κατάστημα Παιδικών Ειδών ή και χωρίς εμπόρευμα σε πολύ κεντρικό μέρος της αγοράς. Τηλ. 233.530 (1727) 1-2: [271, 134, 465, 151]
- teacher-ad-box: [1306, 906, 1592, 926]
- electric-store-box: [475, 647, 669, 827]
- ad-item: ΚΑΘΗΓΗΤΡΙΑ Γαλλικών παραδίδει μαθήματα όλων των επιπέδων. Τηλ. 220522-283900 (M667) 1-8: [1306, 814, 1592, 832]
- label-prosoxi: ΠΡΟΣΟΧΗ: [125, 273, 168, 283]
- typewriting-title: Μάθε τώρα Σ Ω Σ Τ Α ΓΡΑΦΟΜΗΧΑΝΗ Ελληνική-Αγγλική ΜΕΛΙΝΑ ΔΡΑΚΑΚΗ: [1334, 403, 1564, 427]
- ad-item: ΠΩΛΕΙΤΑΙ μηχανή GSX 1100 Σουζούκι ατιμιγμένη όλα νέικά. Πωλείται λόγω στρατεύσεως σε άριστη κατάσταση. Δεκτός κάθε έλεγχος και σε τιμή ευκαιρίας. Ανταλλάσσεται και με αυτοκίνητο. Γίνονται και ευκολίες πληρωμής. Εργάσιμες ώρες στα τηλ. 244.685 μέ εργάσιμες ώρες 230.151 (1769) 1-4: [32, 222, 261, 267]
- ad-item: ΠΩΛΕΙΤΑΙ διαμέρισμα 3όρ. διαμπερές, άνω ορόφου, οδός Μάρκου Μουσούρη 8 χαμηλά στο θερατευτήριο Απολλώνιο. Πωλείται λόγω αναχωρήσεως στον εξωτερικό. Τηλ. 242.266, 281.553 (1653) 1-6: [474, 183, 669, 219]
- ad-item: ΖΗΤΟΥΝΤΑΙ αναιδλευτει ορίζεις. Τηλ. 222.531, 241.883 (1621) 1-7: [678, 356, 873, 373]
- ad-item: ΠΩΛΕΙΤΑΙ αυτοκίνητο OPEL ατέλειαν 1700, λόγω αναχωρήσεως σε τιμή ευκαιρίας. Τηλ. 256.947, 259.537 όλες τις ώρες. (1718) 1-3: [271, 369, 465, 396]
- ad-item: ΠΩΛΕΙΤΑΙ Σούπερ Μάρκετ με εξοπλισμό/ων πελατεία σε καλή τιμή. (1737) 1-3: [32, 754, 261, 771]
- fodele-info: Για πληροφορίες - αιτήσεις αποτελέσθε προσωπικά στο ξενοδοχείο ORION REPLAY στο Φόδελε.: [685, 977, 856, 996]
- astrology-box: [1306, 339, 1592, 392]
- ad-item: ΠΩΛΕΙΤΑΙ 10τ.μ. στον Αγ. Γεώργιο Κορακοβούνι σε τιμή ευκαιρίας μονοκατοικίας, θυοσόλων. Τηλ. 231.050 (1719) 1-5: [271, 347, 465, 364]
- klik-body: μάθε γερμανικά μόνο σε 10 ώρες • ΓΡΗΓΟΡΑ • ΟΙΚΟΝΟΜΙΚΑ ΚΑΖΑΝΗ 4 (Πίσω από το ΙΚΑ) τηλ: 243.370 (Δ72) 1-9: [1315, 661, 1582, 678]
- ad-item: ΠΩΛΟΥΝΤΑΙ λόγω αναχωρήσεως στο εξωτερικό επιβατικά αυτοκίνητα μάρκος SUZUKI SAMURAI 1300 cc, τονίδιο μοντέλο '88 και δυο ακόμα γνώσεις. Τηλ. 236.420 (1-681) 1-5: [474, 523, 669, 550]
- label-prosfora: ΠΡΟΣΦΟΡΑ: [344, 632, 392, 642]
- ad-item: • ΠΩΛΟΥΝΤΑΙ 2 οικόπεδα των 207τ.μ. έκαστο προνομιούχα θεσμάτων οι απέναντι από το ΚΡΕΤΑ ΜΠΗΤΣ στο όριοιωι φως, νερό. Έπονται 370 μ. δυτικά της εκκλησίας 62 Μαρτύρων οικισμός. διασκάλων. Γίνονται ευκολίες.: [678, 197, 873, 233]
- german-ad-box: [882, 257, 1076, 304]
- label-enoikiaseis-aytokiniton: ΕΝΟΙΚΙΑΖΕΤΑΙ ΓΙΑ ΟΛΟ ΤΟΝ ΧΕΙΜΩΝΑ ΕΧΟΥΜΕ ΓΙΑ ΣΑΣ ΕΙΔΙΚΕΣ ΠΡΟΣΦΟΡΕΣ!: [896, 394, 1063, 414]
- section-header-misc: διάφορα: [1306, 221, 1414, 247]
- ad-item: ΠΩΛΕΙΤΑΙ καινούργια οικοδομή 110τ.μ. εντός οικοπέδου 180τ.μ. πλησίον στης εκκλησίας Κορδιώσα σε τιμή ευκαιρίας. Πληρ. τις εργάσιμες ώρες από 9π.μ. 221.642 (1654) 1-4: [474, 569, 669, 595]
- german-line-3: Tel. 08977 31.368: [953, 282, 1006, 290]
- ad-item: ΖΗΤΕΙΤΑΙ από Α.Ε. για το Λογιστήριο, άνδρας, απόφοιτος Οικονομικού Γυμνασίου ή πτυχιούχος ΤΕΙ λογιστικής, έμπειρος σε Λογιστήριο Α.Ε. μόνον με ισχύ της στρατιωτικής του υποχρεώσεως, με προϋπηρεσία σε βιβλία Γ' Κατηγορίας, γνώστη του Κ.Φ.Σ., Φ.Π.Α. κ.λ.π. Γνώση Η/Υ θα προτιμηθεί. Παρέχεται βασικός μισθός και ασφάλιση, ευκαιρίες για εξέλιξη. Αποστείλατε βιογραφικό σημείωμα στη διεύθυνση. Τηλ. 226.008, 221.622: [678, 464, 873, 536]
- ad-item: ΕΝΟΙΚΙΑΖΕΤΑΙ 2όρι διαμέρισμα σε κεντρικό σημείο της πόλης. Τηλ. 226.987 9-1μμ και 5-8μμ. (E680) 1-6: [1086, 274, 1297, 292]
- ad-item: ΠΩΛΕΙΤΑΙ στην Αγ. Ακαδημίας, πλήρως εξοπλισμένο και με είδη δώρων. Ετοίμη κορτινών κ.λ.π. με ελκυστικό σημείο πελατείας, με μεγάλες πωλήσεις 200 τ.μ. με τιμή 1.500.000 δρχ. λόγω οικογενειακών υποχρεώσεων. Τηλ. 258.365 9π.μ.-3μμ. και 7-9μμ. (1761) 1-6: [32, 667, 261, 703]
- ad-item: ΠΤΥΧΙΟΥΧΟΣ Αγγλικής Φιλολογίας με μεγάλη πείρα παραδίδει μαθήματα Αγγλικών όλων των επιπέδων. Τηλ. 212.077 (M598) 1-6: [1306, 860, 1592, 877]
- ad-item: ΕΝΟΙΚΙΑΖΟΝΤΑΙ πρατήρια καυσίμων πλήρους εξοπλισμένο επί της Εθνικής Οδού Ηρακλείου Αγ. Νικολάου στη θέση Μάλια. Πληρ. τηλ. 286.900, 229.116 (E698) 1-6: [1086, 328, 1297, 355]
- ad-item: ΕΝΟΙΚΙΑΖΕΤΑΙ γκαρσονιέρα στην Πλατεία Ελευθερίας για 6μηνο. Τηλ. 228.987 8-1μμ και 257.725 από 5-8μμ. (E751) 1-5: [1086, 383, 1297, 400]
- renovation-phone: Πληροφ. τηλ. 227802, από 08.30 - 14.00.: [703, 835, 849, 846]
- ad-item: ΕΝΟΙΚΙΑΖΕΤΑΙ γκαρσονιέρα στον Άγιο Ιωάννη, Πληρ. τηλ. 268.267, 284.576 κα 5μμ. (E818) 1-4: [1086, 360, 1297, 378]
- ad-item: ΖΗΤΕΙΤΑΙ κοπέλα κατά προτίμηση φοιτήτρια για να εργασθεί στο κέντρο - snap FLASH. Πληροφ από 8-3μμ. ως. Κοραή 1-6: [678, 691, 873, 709]
- matchmaking-box: [1306, 579, 1592, 636]
- matchmaking-title: ΚΑΤΙ ΚΑΙΝΟΥΡΓΙΟ ΓΡΑΦΕΙΟ ΣΥΝΟΙΚΕΣΙΩΝ «ΤΟ ΤΗΤΟ ΜΑΤΙ»: [1347, 585, 1551, 609]
- ad-item: ΖΗΤΕΙΤΑΙ εργάτης για κατασκευή λυομένων σπιτιών. Τηλ. 250.849 (1650) 1-6: [678, 310, 873, 328]
- klik-language-box: [1306, 641, 1592, 685]
- german-line-1: Verkaufen oder. Verkäufer: [941, 261, 1018, 270]
- classifieds-banner: [26, 60, 1598, 124]
- ad-item: ΠΩΛΕΙΤΑΙ FIAT 128 σε άριστη κατάσταση τιμη ευκαιρίας. Πληρ. 286.871 (1681) 1-6: [474, 224, 669, 241]
- ad-item: ΖΗΤΟΥΝΤΑΙ επιπλαγικοί Αλεξ. Παπαναστασίου. Τηλ. 235058 (2583) 1-6: [678, 668, 873, 686]
- ad-item: __EYKAIRIA2__: [32, 922, 87, 930]
- ad-item: ΖΗΤΟΥΝΤΑΙ κυρίες πεπειραμένες για ντους παπούτσια. Τηλ. 287.029 (2677) 1-5: [678, 714, 873, 731]
- label-katastima: ΚΑΤΑΣΤΗΜΑ ΕΙΔΩΝ ΖΑΧΑΡΟΠΛΑΣΤΙΚΗΣ: [62, 654, 232, 664]
- section-header-sales: πωλήσεις: [32, 136, 151, 163]
- fodele-phone: Τηλ. 0831 - 714713, ή/και από 10.00-11.00 ή ταχυδρομικώς στη Τ.Θ.20 Ρεθύμνο 74 100.: [685, 1002, 826, 1021]
- renovation-title: ΛΟΓΩ ΑΝΑΚΑΙΝΙΣΕΩΣ: [695, 744, 856, 761]
- ad-item: ΚΑΘΗΓΗΤΡΙΑ ΑΓΓΛΙΚΩΝ πτυχιούχος παραδίδει μαθήματα για παιδιά Γυμνασίου. Τηλ. 255.915 (M888) 1-10: [1306, 792, 1592, 809]
- ad-item: ΕΠΙΘΥΜΕΙΤΕ να εργαστείτε χωρίς τις δεσμεύσεις ωραρίου, αυξάνοντας το εισόδημά μας; Εμείς ζητάμε 2 άνδρες για 3 γυναίκες για άμεση πρόσληψη στο Ν. Ηρακλείου. Πληρ. 224.910 από 9-3μμ. και θέλω Κοραή (2515) 1-6: [678, 627, 873, 663]
- renovation-box: [679, 737, 873, 853]
- ad-item: ΠΩΛΕΙΤΑΙ οικόπεδο 2 στρεμ. οικόπεδο μο η τομέας περιοχή Γιόφυρος. Τηλ. 0831/24.696, 28.402 και 5.366. (1750) 1-6: [32, 494, 261, 512]
- label-eykairia-2: ΕΥΚΑΙΡΙΑ: [347, 728, 389, 738]
- ad-item: ΠΩΛΕΙΤΑΙ οικόπεδα στις Γούβες. Τηλ. 0897/ 41.257 (1717) 1-6: [271, 401, 464, 410]
- ad-item: ΕΝΟΙΚΙΑΖΕΤΑΙ διαμέρισμα 3' υπνοδωματίων, καλούς, σαλόνι-τραπεζαρία, κουζίνα, στην περιοχή ΤΑΛΩΣ, απέναντι απ' το Γυμναστήριο Μπάσκετ. Τηλ. 257.567 (E833) 1-4: [882, 671, 1077, 697]
- ad-item: ΕΝΟΙΚΙΑΖΟΝΤΑΙ επιπλωμένες γκαρσονιέρες στην περιοχή Αγ. Ιωάννου. Τηλ. 288.533 (E832) 1-5: [882, 494, 1077, 511]
- ad-item: ΠΩΛΕΙΤΑΙ ελαιόφυτο με αμυγδαλιές στο 35ο χλμ. Παλαιάς Εθνικής Οδού Ρεθύμνου-Ηρακλείου στην τιμή των 10.000 δρχ. το δέντρο. Είναι παράγωγη επί της αορφάτος, κατάλληλο και για εγκατάσταση τουριστικής. Τηλ. 250.243 (1650) 1-6: [474, 247, 669, 283]
- renovation-item: 2) Τηλεφωνικό Κέντρο «Τελεούρμα» 150 θέσεων με ημιαυτόματο κέντρο: [685, 795, 857, 817]
- decorative-engraving: [1506, 69, 1586, 115]
- ad-item: ΧΗΜΙΚΟΣ επί πτυχίω παραδίδει Μαθηματικά, Φυσική, Χημεία για παιδιά Γυμνασίου, Λυκείου. Επίσης Γυμνασίου και άλλα. Σχολείου. Τιμές λογικές. Πληρ. τηλ. 239.790 (M900) 1-6: [1306, 746, 1592, 764]
- big-ad-body-2: Οι ενδιαφερόμενοι παρακαλούνται να απευθυνθούν μόνον εγγράφως στην παρακάτω διεύθυνση:: [181, 2158, 361, 2181]
